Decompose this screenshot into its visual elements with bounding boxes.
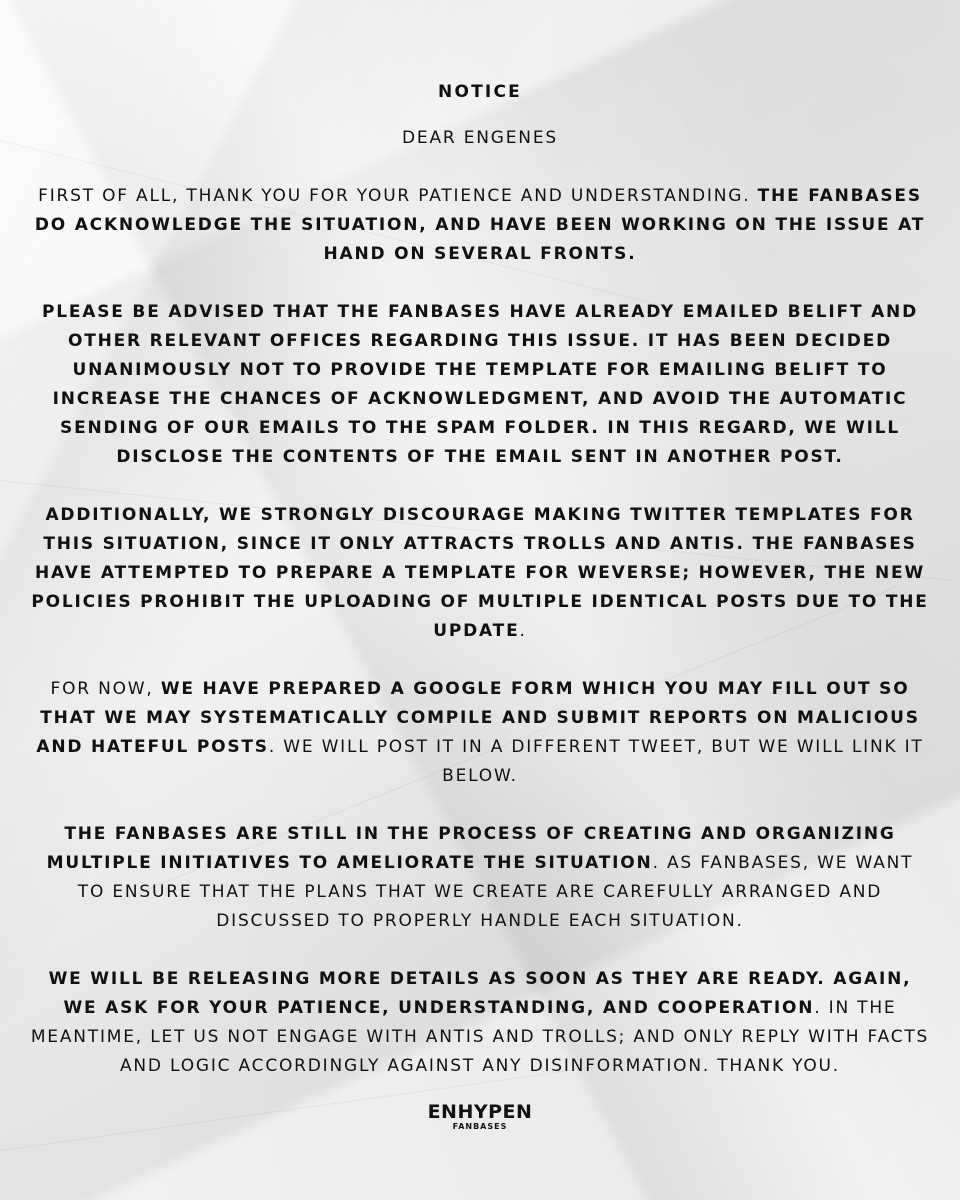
notice-title: NOTICE [438, 82, 522, 102]
paragraph-initiatives [30, 820, 930, 936]
paragraph-text: . IN THE MEANTIME, LET US NOT ENGAGE WITH ANTIS AND TROLLS; AND ONLY REPLY WITH FACTS AND LOGIC ACCORDINGLY AGAINST ANY DISINFORMATION. THANK YOU. [30, 998, 930, 1076]
paragraph-text: . AS FANBASES, WE WANT TO ENSURE THAT THE PLANS THAT WE CREATE ARE CAREFULLY ARRANGED AND DISCUSSED TO PROPERLY HANDLE EACH SITUATION. [77, 853, 914, 931]
greeting: DEAR ENGENES [402, 128, 558, 148]
paragraph-text: FIRST OF ALL, THANK YOU FOR YOUR PATIENCE AND UNDERSTANDING. [38, 186, 758, 206]
paragraph-bold-text: THE FANBASES ARE STILL IN THE PROCESS OF CREATING AND ORGANIZING MULTIPLE INITIATIVES TO AMELIORATE THE SITUATION [46, 824, 896, 873]
paragraph-bold-text: ADDITIONALLY, WE STRONGLY DISCOURAGE MAKING TWITTER TEMPLATES FOR THIS SITUATION, SINCE IT ONLY ATTRACTS TROLLS AND ANTIS. THE FANBASES HAVE ATTEMPTED TO PREPARE A TEMPLATE FOR WEVERSE; HOWEVER, THE NEW POLICIES PROHIBIT THE UPLOADING OF MULTIPLE IDENTICAL POSTS DUE TO THE UPDATE [31, 505, 929, 641]
paragraph-closing [30, 965, 930, 1081]
paragraph-text: FOR NOW, [50, 679, 161, 699]
paragraph-thanks [30, 182, 930, 269]
logo-subtitle: FANBASES [452, 1122, 508, 1131]
paragraph-bold-text: WE WILL BE RELEASING MORE DETAILS AS SOON AS THEY ARE READY. AGAIN, WE ASK FOR YOUR PATIENCE, UNDERSTANDING, AND COOPERATION [48, 969, 912, 1018]
paragraph-bold-text: WE HAVE PREPARED A GOOGLE FORM WHICH YOU MAY FILL OUT SO THAT WE MAY SYSTEMATICALLY COMPILE AND SUBMIT REPORTS ON MALICIOUS AND HATEFUL POSTS [36, 679, 920, 757]
enhypen-fanbases-logo [0, 1102, 960, 1132]
logo-wordmark: ENHYPEN [427, 1101, 533, 1123]
paragraph-google-form [30, 675, 930, 791]
paragraph-templates [30, 501, 930, 646]
paragraph-bold-text: THE FANBASES DO ACKNOWLEDGE THE SITUATION, AND HAVE BEEN WORKING ON THE ISSUE AT HAND ON SEVERAL FRONTS. [34, 186, 926, 264]
paragraph-emails [30, 298, 930, 472]
notice-document [30, 78, 930, 1081]
paragraph-text: . [519, 621, 527, 641]
paragraph-text: . WE WILL POST IT IN A DIFFERENT TWEET, BUT WE WILL LINK IT BELOW. [268, 737, 924, 786]
paragraph-bold-text: PLEASE BE ADVISED THAT THE FANBASES HAVE ALREADY EMAILED BELIFT AND OTHER RELEVANT OFFICES REGARDING THIS ISSUE. IT HAS BEEN DECIDED UNANIMOUSLY NOT TO PROVIDE THE TEMPLATE FOR EMAILING BELIFT TO INCREASE THE CHANCES OF ACKNOWLEDGMENT, AND AVOID THE AUTOMATIC SENDING OF OUR EMAILS TO THE SPAM FOLDER. IN THIS REGARD, WE WILL DISCLOSE THE CONTENTS OF THE EMAIL SENT IN ANOTHER POST. [42, 302, 918, 467]
